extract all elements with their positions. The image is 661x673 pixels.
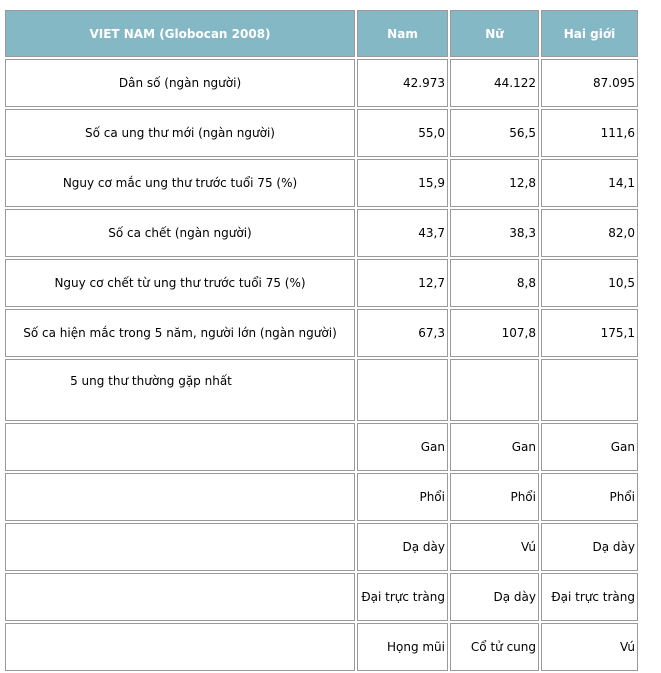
row-label: Dân số (ngàn người) [5,59,355,107]
table-row [5,259,638,307]
value-hai-gioi: 175,1 [541,309,638,357]
cancer-nam: Dạ dày [357,523,448,571]
table-row [5,523,638,571]
value-nam: 15,9 [357,159,448,207]
table-row [5,209,638,257]
value-hai-gioi: 14,1 [541,159,638,207]
table-row [5,573,638,621]
value-nu: 8,8 [450,259,539,307]
header-country: VIET NAM (Globocan 2008) [5,10,355,57]
value-hai-gioi: 87.095 [541,59,638,107]
cancer-statistics-table [3,8,640,673]
empty-cell [5,473,355,521]
table-row [5,109,638,157]
value-hai-gioi: 10,5 [541,259,638,307]
cancer-hai-gioi: Gan [541,423,638,471]
header-nu: Nữ [450,10,539,57]
table-row [5,423,638,471]
value-nam: 42.973 [357,59,448,107]
cancer-nam: Họng mũi [357,623,448,671]
value-nam: 43,7 [357,209,448,257]
row-label: Số ca chết (ngàn người) [5,209,355,257]
value-nu: 12,8 [450,159,539,207]
value-nu: 44.122 [450,59,539,107]
cancer-hai-gioi: Đại trực tràng [541,573,638,621]
empty-cell [5,573,355,621]
row-label: Số ca hiện mắc trong 5 năm, người lớn (ngàn người) [5,309,355,357]
cancer-nu: Phổi [450,473,539,521]
cancer-nu: Cổ tử cung [450,623,539,671]
table-header-row [5,10,638,57]
value-hai-gioi: 111,6 [541,109,638,157]
cancer-hai-gioi: Phổi [541,473,638,521]
table-row [5,473,638,521]
cancer-hai-gioi: Vú [541,623,638,671]
table-row [5,159,638,207]
value-nu: 107,8 [450,309,539,357]
header-nam: Nam [357,10,448,57]
table-row [5,59,638,107]
value-nu: 38,3 [450,209,539,257]
cancer-nu: Gan [450,423,539,471]
empty-cell [5,523,355,571]
value-nam: 67,3 [357,309,448,357]
row-label: Nguy cơ chết từ ung thư trước tuổi 75 (%) [5,259,355,307]
value-nam: 12,7 [357,259,448,307]
cancer-nam: Đại trực tràng [357,573,448,621]
table-row [5,309,638,357]
empty-cell [450,359,539,421]
empty-cell [357,359,448,421]
cancer-nam: Phổi [357,473,448,521]
value-nam: 55,0 [357,109,448,157]
empty-cell [541,359,638,421]
top-cancers-label: 5 ung thư thường gặp nhất [5,359,355,421]
top-cancers-heading-row [5,359,638,421]
value-hai-gioi: 82,0 [541,209,638,257]
row-label: Số ca ung thư mới (ngàn người) [5,109,355,157]
cancer-hai-gioi: Dạ dày [541,523,638,571]
cancer-nam: Gan [357,423,448,471]
cancer-nu: Dạ dày [450,573,539,621]
header-hai-gioi: Hai giới [541,10,638,57]
cancer-nu: Vú [450,523,539,571]
value-nu: 56,5 [450,109,539,157]
empty-cell [5,423,355,471]
row-label: Nguy cơ mắc ung thư trước tuổi 75 (%) [5,159,355,207]
